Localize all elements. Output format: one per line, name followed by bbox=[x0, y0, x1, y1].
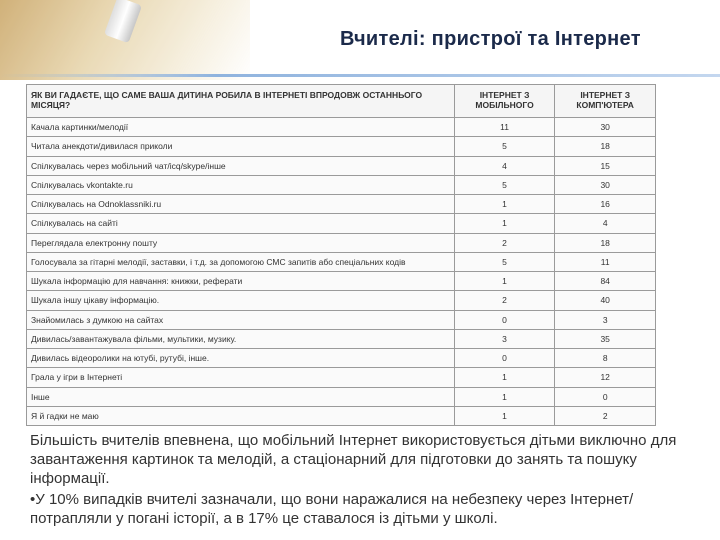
pen-decoration bbox=[104, 0, 142, 43]
decorative-header-image bbox=[0, 0, 250, 80]
table-row bbox=[27, 137, 656, 156]
mobile-value-cell: 3 bbox=[454, 329, 555, 348]
computer-value-cell: 30 bbox=[555, 118, 656, 137]
table-row bbox=[27, 406, 656, 425]
table-row bbox=[27, 387, 656, 406]
mobile-value-cell: 1 bbox=[454, 272, 555, 291]
activity-cell: Переглядала електронну пошту bbox=[27, 233, 455, 252]
mobile-value-cell: 1 bbox=[454, 406, 555, 425]
computer-value-cell: 4 bbox=[555, 214, 656, 233]
survey-table-container bbox=[26, 84, 656, 426]
activity-cell: Голосувала за гітарні мелодії, заставки, і т.д. за допомогою СМС запитів або спеціальних кодів bbox=[27, 252, 455, 271]
page-title: Вчителі: пристрої та Інтернет bbox=[340, 28, 641, 50]
table-row bbox=[27, 233, 656, 252]
computer-value-cell: 84 bbox=[555, 272, 656, 291]
mobile-value-cell: 5 bbox=[454, 252, 555, 271]
table-row bbox=[27, 252, 656, 271]
table-body bbox=[27, 118, 656, 426]
title-divider bbox=[0, 74, 720, 77]
activity-cell: Інше bbox=[27, 387, 455, 406]
computer-value-cell: 8 bbox=[555, 349, 656, 368]
table-row bbox=[27, 349, 656, 368]
table-row bbox=[27, 214, 656, 233]
computer-value-cell: 18 bbox=[555, 233, 656, 252]
summary-bullet: •У 10% випадків вчителі зазначали, що вони наражалися на небезпеку через Інтернет/потрапляли у погані історії, а в 17% це ставалося із дітьми у школі. bbox=[30, 491, 634, 527]
table-row bbox=[27, 118, 656, 137]
table-row bbox=[27, 175, 656, 194]
mobile-value-cell: 0 bbox=[454, 310, 555, 329]
survey-table bbox=[26, 84, 656, 426]
activity-cell: Качала картинки/мелодії bbox=[27, 118, 455, 137]
table-header-row bbox=[27, 85, 656, 118]
activity-cell: Спілкувалась через мобільний чат/icq/skype/інше bbox=[27, 156, 455, 175]
activity-cell: Спілкувалась на Odnoklassniki.ru bbox=[27, 195, 455, 214]
computer-value-cell: 12 bbox=[555, 368, 656, 387]
computer-value-cell: 15 bbox=[555, 156, 656, 175]
computer-value-cell: 11 bbox=[555, 252, 656, 271]
table-row bbox=[27, 310, 656, 329]
mobile-value-cell: 1 bbox=[454, 214, 555, 233]
table-row bbox=[27, 291, 656, 310]
summary-paragraph: Більшість вчителів впевнена, що мобільний Інтернет використовується дітьми виключно для завантаження картинок та мелодій, а стаціонарний для підготовки до занять та пошуку інформації. bbox=[30, 432, 677, 487]
mobile-value-cell: 0 bbox=[454, 349, 555, 368]
mobile-value-cell: 11 bbox=[454, 118, 555, 137]
mobile-value-cell: 5 bbox=[454, 137, 555, 156]
header-mobile: ІНТЕРНЕТ З МОБІЛЬНОГО bbox=[454, 85, 555, 118]
table-row bbox=[27, 195, 656, 214]
activity-cell: Знайомилась з думкою на сайтах bbox=[27, 310, 455, 329]
computer-value-cell: 40 bbox=[555, 291, 656, 310]
activity-cell: Спілкувалась на сайті bbox=[27, 214, 455, 233]
table-row bbox=[27, 156, 656, 175]
header-question: ЯК ВИ ГАДАЄТЕ, ЩО САМЕ ВАША ДИТИНА РОБИЛА В ІНТЕРНЕТІ ВПРОДОВЖ ОСТАННЬОГО МІСЯЦЯ? bbox=[27, 85, 455, 118]
mobile-value-cell: 1 bbox=[454, 387, 555, 406]
computer-value-cell: 18 bbox=[555, 137, 656, 156]
mobile-value-cell: 2 bbox=[454, 233, 555, 252]
mobile-value-cell: 1 bbox=[454, 195, 555, 214]
computer-value-cell: 0 bbox=[555, 387, 656, 406]
activity-cell: Дивилась/завантажувала фільми, мультики, музику. bbox=[27, 329, 455, 348]
table-row bbox=[27, 329, 656, 348]
header-computer: ІНТЕРНЕТ З КОМП'ЮТЕРА bbox=[555, 85, 656, 118]
activity-cell: Я й гадки не маю bbox=[27, 406, 455, 425]
activity-cell: Дивилась відеоролики на ютубі, рутубі, інше. bbox=[27, 349, 455, 368]
summary-text bbox=[30, 431, 700, 528]
activity-cell: Шукала інформацію для навчання: книжки, реферати bbox=[27, 272, 455, 291]
activity-cell: Спілкувалась vkontakte.ru bbox=[27, 175, 455, 194]
computer-value-cell: 35 bbox=[555, 329, 656, 348]
computer-value-cell: 30 bbox=[555, 175, 656, 194]
computer-value-cell: 16 bbox=[555, 195, 656, 214]
mobile-value-cell: 5 bbox=[454, 175, 555, 194]
table-row bbox=[27, 368, 656, 387]
computer-value-cell: 2 bbox=[555, 406, 656, 425]
activity-cell: Шукала іншу цікаву інформацію. bbox=[27, 291, 455, 310]
computer-value-cell: 3 bbox=[555, 310, 656, 329]
mobile-value-cell: 2 bbox=[454, 291, 555, 310]
activity-cell: Читала анекдоти/дивилася приколи bbox=[27, 137, 455, 156]
activity-cell: Грала у ігри в Інтернеті bbox=[27, 368, 455, 387]
table-row bbox=[27, 272, 656, 291]
mobile-value-cell: 1 bbox=[454, 368, 555, 387]
mobile-value-cell: 4 bbox=[454, 156, 555, 175]
